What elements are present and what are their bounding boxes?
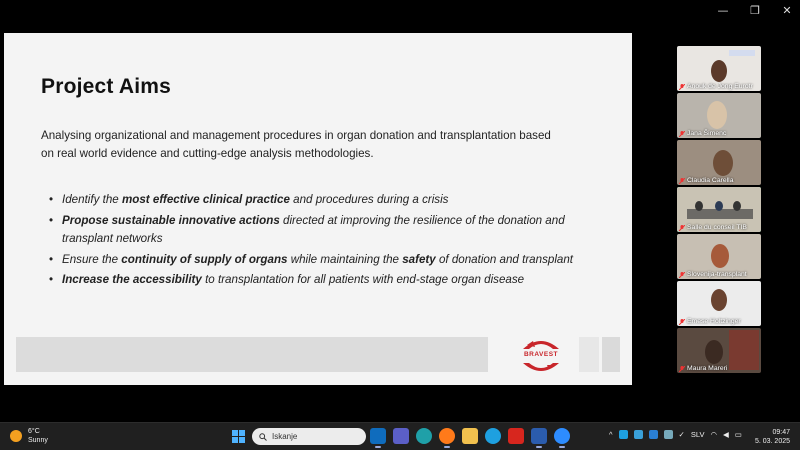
mic-muted-icon [679,225,685,231]
clock-time: 09:47 [772,429,790,436]
clock-date: 5. 03. 2025 [754,438,790,445]
restore-button[interactable]: ❐ [750,4,760,17]
mic-muted-icon [679,178,685,184]
mic-muted-icon [679,366,685,372]
participant-avatar [733,201,741,211]
intro-line-2: on real world evidence and cutting-edge analysis methodologies. [41,147,374,160]
participant-avatar [711,244,729,268]
intro-line-1: Analysing organizational and management procedures in organ donation and transplantation based [41,129,551,142]
logo-text: BRAVEST [523,351,559,358]
mic-muted-icon [679,84,685,90]
search-label: Iskanje [272,432,298,441]
participant-avatar [715,201,723,211]
shared-slide [4,33,632,385]
wifi-icon[interactable]: ◠ [710,430,717,439]
participant-avatar [711,60,727,82]
battery-icon[interactable]: ▭ [734,430,742,439]
participant-avatar [707,101,727,129]
participant-avatar [713,150,733,176]
slide-title: Project Aims [41,75,171,98]
system-tray [609,430,742,439]
participant-name: Claudia Carella [687,177,734,184]
aim-item: • Identify the most effective clinical practice and procedures during a crisis [62,191,582,210]
tray-app-icon[interactable] [619,430,628,439]
zoom-icon[interactable] [554,428,570,444]
aim-item: • Increase the accessibility to transplantation for all patients with end-stage organ disease [62,271,582,290]
tray-app-icon[interactable] [634,430,643,439]
participant-tile[interactable] [677,281,761,326]
aims-list [62,191,582,292]
participant-name: Jana Šimenc [687,130,727,137]
volume-icon[interactable]: ◀ [723,430,729,439]
teams-icon[interactable] [393,428,409,444]
mic-muted-icon [679,272,685,278]
participant-name: Anouk de Jong Eurotr [687,83,753,90]
participant-name: Slovenija-transplant [687,271,747,278]
tray-app-icon[interactable] [664,430,673,439]
slide-intro [41,127,601,163]
participant-tile[interactable] [677,140,761,185]
participant-name: Salle du conseil TIB [687,224,747,231]
participant-name: Emese Holtzinger [687,318,741,325]
windows-start-icon[interactable] [232,430,245,443]
tray-app-icon[interactable] [649,430,658,439]
participant-tile[interactable] [677,46,761,91]
weather-temperature: 6°C [28,428,40,435]
weather-description: Sunny [28,437,48,444]
edge-icon[interactable] [416,428,432,444]
taskbar-apps [370,428,570,444]
word-icon[interactable] [531,428,547,444]
slide-footer-bar [16,337,488,372]
participant-tile[interactable] [677,328,761,373]
participant-tile[interactable] [677,234,761,279]
participant-tile[interactable] [677,93,761,138]
skype-icon[interactable] [485,428,501,444]
participant-avatar [695,201,703,211]
footer-segment [602,337,620,372]
mic-muted-icon [679,319,685,325]
search-box[interactable] [252,428,366,445]
participant-avatar [711,289,727,311]
taskbar [0,422,800,450]
sun-icon [10,430,22,442]
footer-segment [579,337,599,372]
participant-gallery [677,46,761,375]
check-icon[interactable]: ✓ [678,430,685,439]
aim-item: • Propose sustainable innovative actions directed at improving the resilience of the donation and transplant networks [62,212,582,249]
search-icon [259,433,267,441]
mic-muted-icon [679,131,685,137]
file-explorer-icon[interactable] [462,428,478,444]
participant-avatar [705,340,723,364]
minimize-button[interactable]: — [717,4,729,17]
chevron-up-icon[interactable]: ^ [609,430,613,439]
tile-logo [729,50,755,56]
clock[interactable] [755,428,790,446]
participant-name: Maura Mareri [687,365,728,372]
language-indicator[interactable]: SLV [690,430,705,439]
window-controls [716,4,794,17]
close-button[interactable]: ✕ [782,4,792,17]
weather-widget[interactable] [10,427,48,445]
outlook-icon[interactable] [370,428,386,444]
acrobat-icon[interactable] [508,428,524,444]
bookshelf [729,330,759,370]
firefox-icon[interactable] [439,428,455,444]
aim-item: • Ensure the continuity of supply of organs while maintaining the safety of donation and transplant [62,251,582,270]
participant-tile-active-speaker[interactable] [677,187,761,232]
